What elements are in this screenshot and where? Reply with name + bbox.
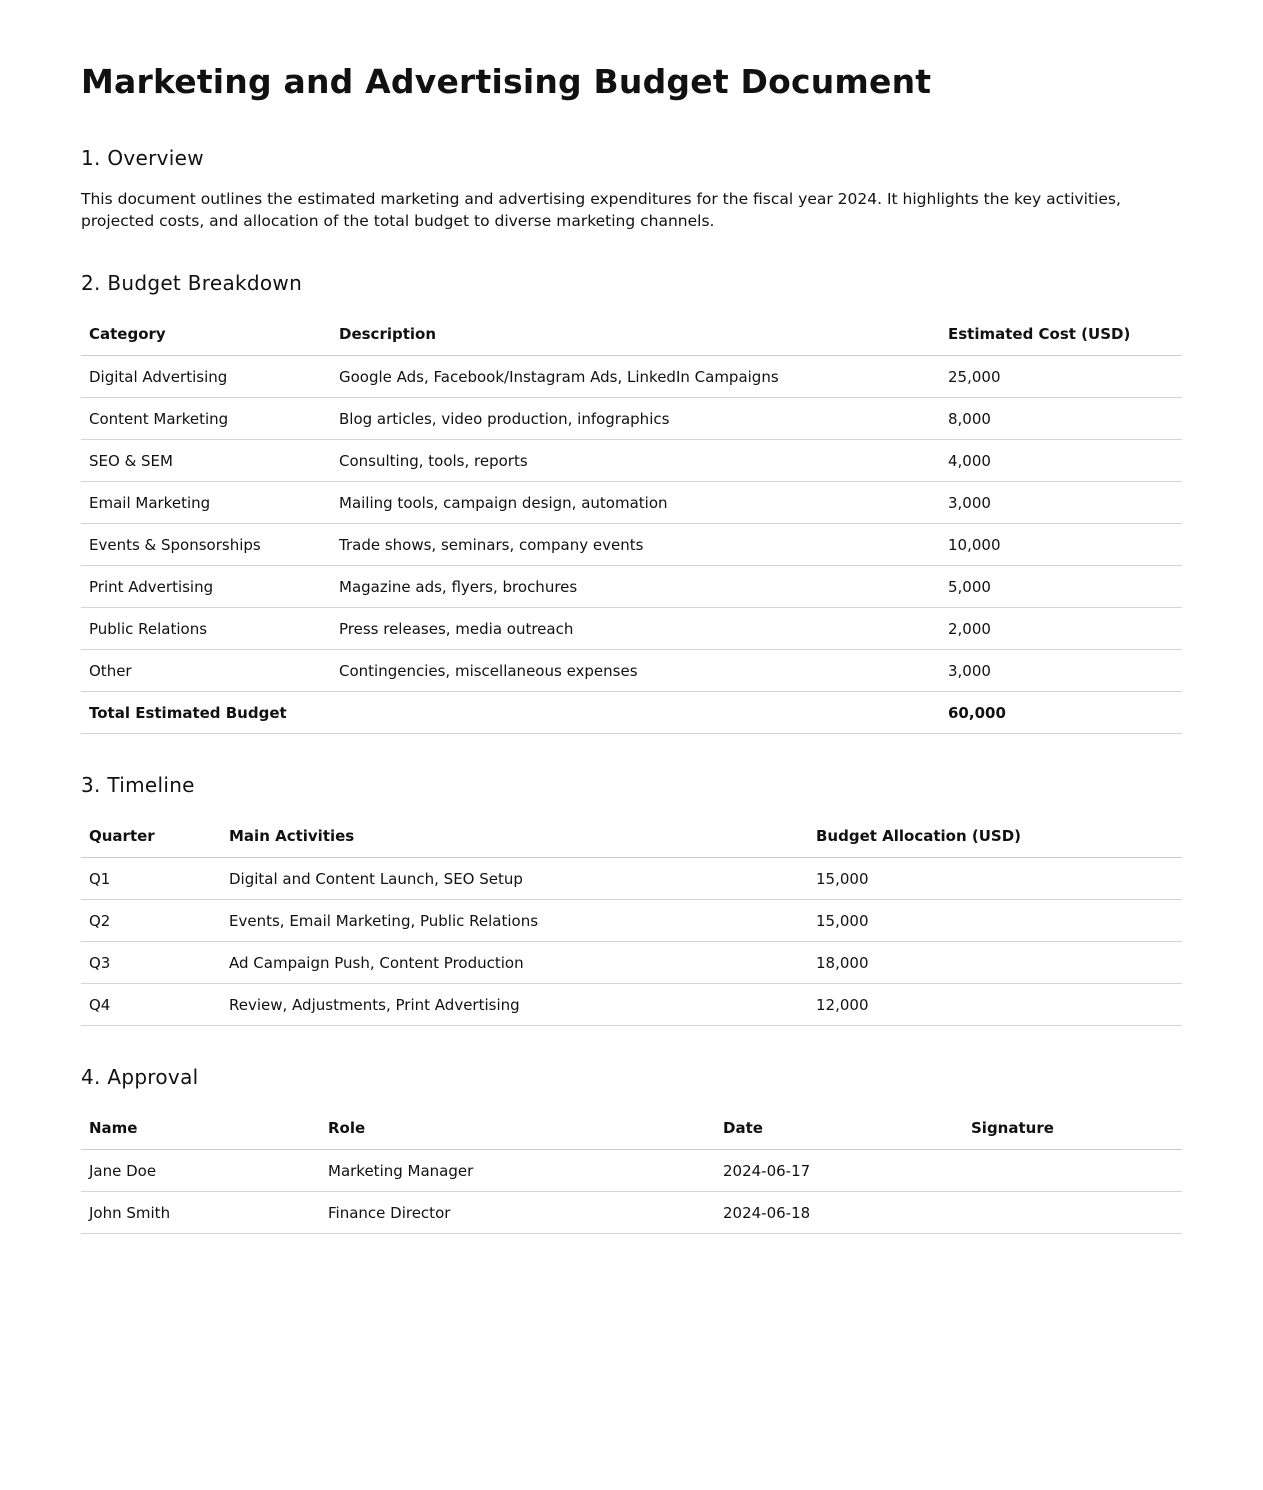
table-row bbox=[81, 984, 1182, 1026]
description-cell: Consulting, tools, reports bbox=[331, 440, 940, 482]
description-cell: Press releases, media outreach bbox=[331, 608, 940, 650]
table-row bbox=[81, 900, 1182, 942]
document-title: Marketing and Advertising Budget Document bbox=[81, 62, 932, 101]
quarter-cell: Q2 bbox=[81, 900, 221, 942]
description-cell: Contingencies, miscellaneous expenses bbox=[331, 650, 940, 692]
category-cell: Events & Sponsorships bbox=[81, 524, 331, 566]
signature-cell bbox=[963, 1192, 1182, 1234]
category-cell: Email Marketing bbox=[81, 482, 331, 524]
total-row bbox=[81, 692, 1182, 734]
table-row bbox=[81, 1150, 1182, 1192]
timeline-heading: 3. Timeline bbox=[81, 773, 195, 797]
table-row bbox=[81, 566, 1182, 608]
name-cell: Jane Doe bbox=[81, 1150, 320, 1192]
description-cell: Trade shows, seminars, company events bbox=[331, 524, 940, 566]
overview-text: This document outlines the estimated marketing and advertising expenditures for the fiscal year 2024. It highlights the key activities, projected costs, and allocation of the total budget to diverse marketing channels. bbox=[81, 190, 1121, 230]
table-row bbox=[81, 608, 1182, 650]
role-cell: Marketing Manager bbox=[320, 1150, 715, 1192]
date-cell: 2024-06-18 bbox=[715, 1192, 963, 1234]
timeline-table-header bbox=[81, 815, 1182, 858]
table-row bbox=[81, 650, 1182, 692]
column-header-description: Description bbox=[331, 313, 940, 356]
column-header-estimated-cost: Estimated Cost (USD) bbox=[940, 313, 1182, 356]
category-cell: Print Advertising bbox=[81, 566, 331, 608]
allocation-cell: 18,000 bbox=[808, 942, 1182, 984]
description-cell: Google Ads, Facebook/Instagram Ads, LinkedIn Campaigns bbox=[331, 356, 940, 398]
allocation-cell: 15,000 bbox=[808, 858, 1182, 900]
approval-table bbox=[81, 1107, 1182, 1234]
quarter-cell: Q1 bbox=[81, 858, 221, 900]
allocation-cell: 12,000 bbox=[808, 984, 1182, 1026]
table-row bbox=[81, 942, 1182, 984]
table-row bbox=[81, 524, 1182, 566]
activities-cell: Digital and Content Launch, SEO Setup bbox=[221, 858, 808, 900]
signature-cell bbox=[963, 1150, 1182, 1192]
category-cell: Content Marketing bbox=[81, 398, 331, 440]
description-cell: Mailing tools, campaign design, automation bbox=[331, 482, 940, 524]
budget-breakdown-heading: 2. Budget Breakdown bbox=[81, 271, 303, 295]
cost-cell: 5,000 bbox=[940, 566, 1182, 608]
description-cell: Magazine ads, flyers, brochures bbox=[331, 566, 940, 608]
table-row bbox=[81, 858, 1182, 900]
column-header-quarter: Quarter bbox=[81, 815, 221, 858]
category-cell: Public Relations bbox=[81, 608, 331, 650]
approval-table-header bbox=[81, 1107, 1182, 1150]
table-row bbox=[81, 356, 1182, 398]
cost-cell: 25,000 bbox=[940, 356, 1182, 398]
column-header-name: Name bbox=[81, 1107, 320, 1150]
category-cell: Other bbox=[81, 650, 331, 692]
budget-table-header bbox=[81, 313, 1182, 356]
column-header-date: Date bbox=[715, 1107, 963, 1150]
table-row bbox=[81, 398, 1182, 440]
column-header-category: Category bbox=[81, 313, 331, 356]
category-cell: Digital Advertising bbox=[81, 356, 331, 398]
timeline-table bbox=[81, 815, 1182, 1026]
approval-heading: 4. Approval bbox=[81, 1065, 199, 1089]
total-description bbox=[331, 692, 940, 734]
activities-cell: Events, Email Marketing, Public Relations bbox=[221, 900, 808, 942]
date-cell: 2024-06-17 bbox=[715, 1150, 963, 1192]
overview-heading: 1. Overview bbox=[81, 146, 204, 170]
cost-cell: 2,000 bbox=[940, 608, 1182, 650]
description-cell: Blog articles, video production, infographics bbox=[331, 398, 940, 440]
cost-cell: 4,000 bbox=[940, 440, 1182, 482]
name-cell: John Smith bbox=[81, 1192, 320, 1234]
cost-cell: 10,000 bbox=[940, 524, 1182, 566]
column-header-signature: Signature bbox=[963, 1107, 1182, 1150]
category-cell: SEO & SEM bbox=[81, 440, 331, 482]
cost-cell: 3,000 bbox=[940, 482, 1182, 524]
table-row bbox=[81, 482, 1182, 524]
table-row bbox=[81, 1192, 1182, 1234]
column-header-budget-allocation: Budget Allocation (USD) bbox=[808, 815, 1182, 858]
column-header-main-activities: Main Activities bbox=[221, 815, 808, 858]
allocation-cell: 15,000 bbox=[808, 900, 1182, 942]
cost-cell: 8,000 bbox=[940, 398, 1182, 440]
total-label: Total Estimated Budget bbox=[81, 692, 331, 734]
activities-cell: Review, Adjustments, Print Advertising bbox=[221, 984, 808, 1026]
quarter-cell: Q3 bbox=[81, 942, 221, 984]
quarter-cell: Q4 bbox=[81, 984, 221, 1026]
activities-cell: Ad Campaign Push, Content Production bbox=[221, 942, 808, 984]
role-cell: Finance Director bbox=[320, 1192, 715, 1234]
column-header-role: Role bbox=[320, 1107, 715, 1150]
total-value: 60,000 bbox=[940, 692, 1182, 734]
cost-cell: 3,000 bbox=[940, 650, 1182, 692]
budget-table bbox=[81, 313, 1182, 734]
table-row bbox=[81, 440, 1182, 482]
